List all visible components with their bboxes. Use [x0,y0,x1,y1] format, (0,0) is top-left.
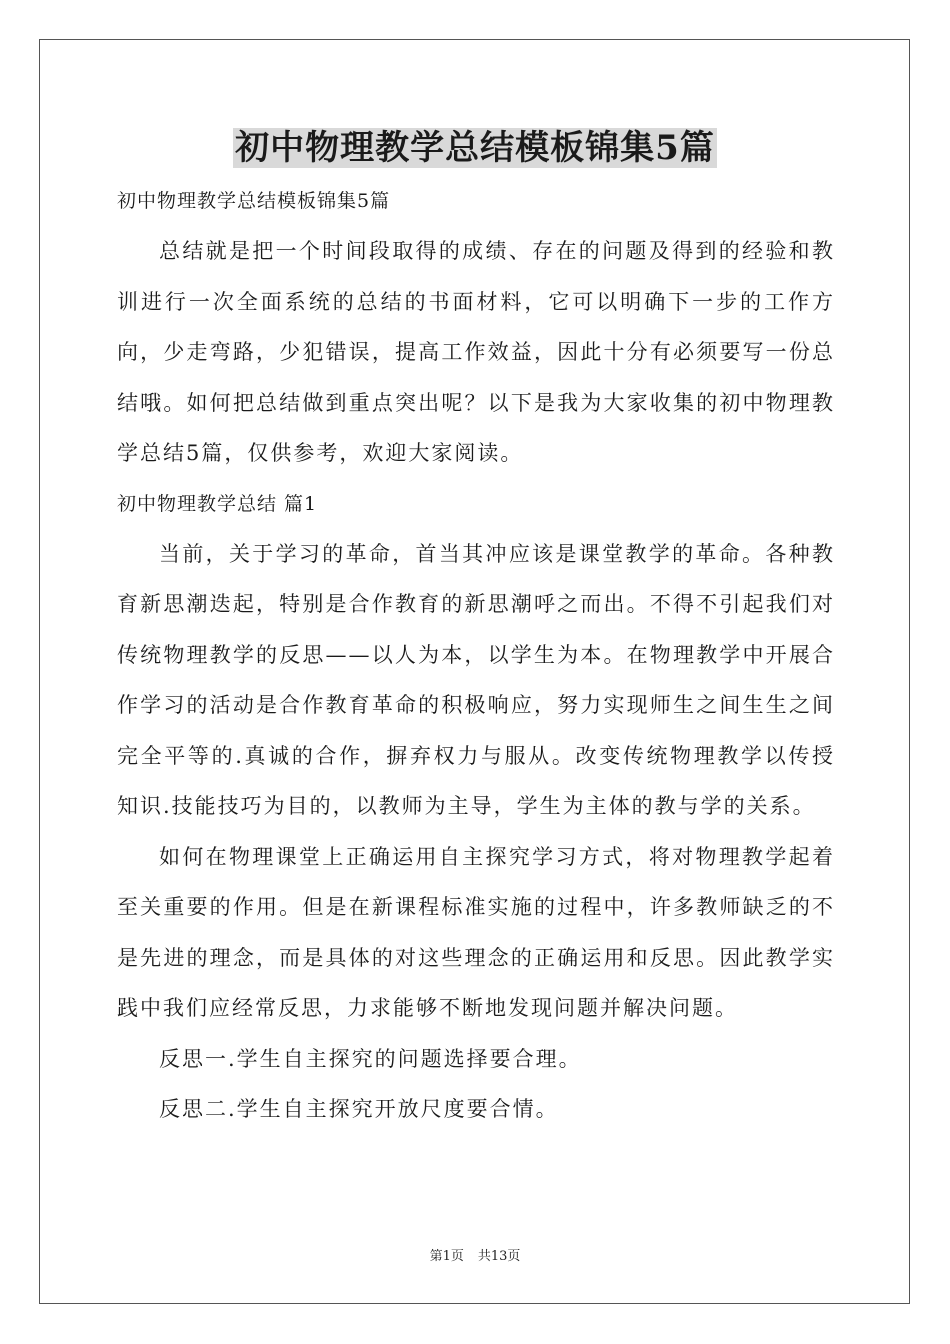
page-footer [0,1245,950,1264]
page-total: 共13页 [477,1249,521,1264]
document-subtitle: 初中物理教学总结模板锦集5篇 [117,190,391,212]
intro-paragraph: 总结就是把一个时间段取得的成绩、存在的问题及得到的经验和教训进行一次全面系统的总结的书面材料，它可以明确下一步的工作方向，少走弯路，少犯错误，提高工作效益，因此十分有必须要写一份总结哦。如何把总结做到重点突出呢？以下是我为大家收集的初中物理教学总结5篇，仅供参考，欢迎大家阅读。 [117,239,835,465]
body-paragraph: 如何在物理课堂上正确运用自主探究学习方式，将对物理教学起着至关重要的作用。但是在新课程标准实施的过程中，许多教师缺乏的不是先进的理念，而是具体的对这些理念的正确运用和反思。因此教学实践中我们应经常反思，力求能够不断地发现问题并解决问题。 [117,844,835,1020]
document-title-text: 初中物理教学总结模板锦集5篇 [235,128,715,168]
document-body [117,176,835,1135]
body-paragraph: 当前，关于学习的革命，首当其冲应该是课堂教学的革命。各种教育新思潮迭起，特别是合作教育的新思潮呼之而出。不得不引起我们对传统物理教学的反思——以人为本，以学生为本。在物理教学中开展合作学习的活动是合作教育革命的积极响应，努力实现师生之间生生之间完全平等的.真诚的合作，摒弃权力与服从。改变传统物理教学以传授知识.技能技巧为目的，以教师为主导，学生为主体的教与学的关系。 [117,541,835,818]
body-paragraph: 反思一.学生自主探究的问题选择要合理。 [159,1046,582,1071]
section-heading: 初中物理教学总结 篇1 [117,492,318,515]
document-title [0,124,950,172]
body-paragraph: 反思二.学生自主探究开放尺度要合情。 [159,1097,559,1121]
page-number: 第1页 [429,1249,464,1264]
